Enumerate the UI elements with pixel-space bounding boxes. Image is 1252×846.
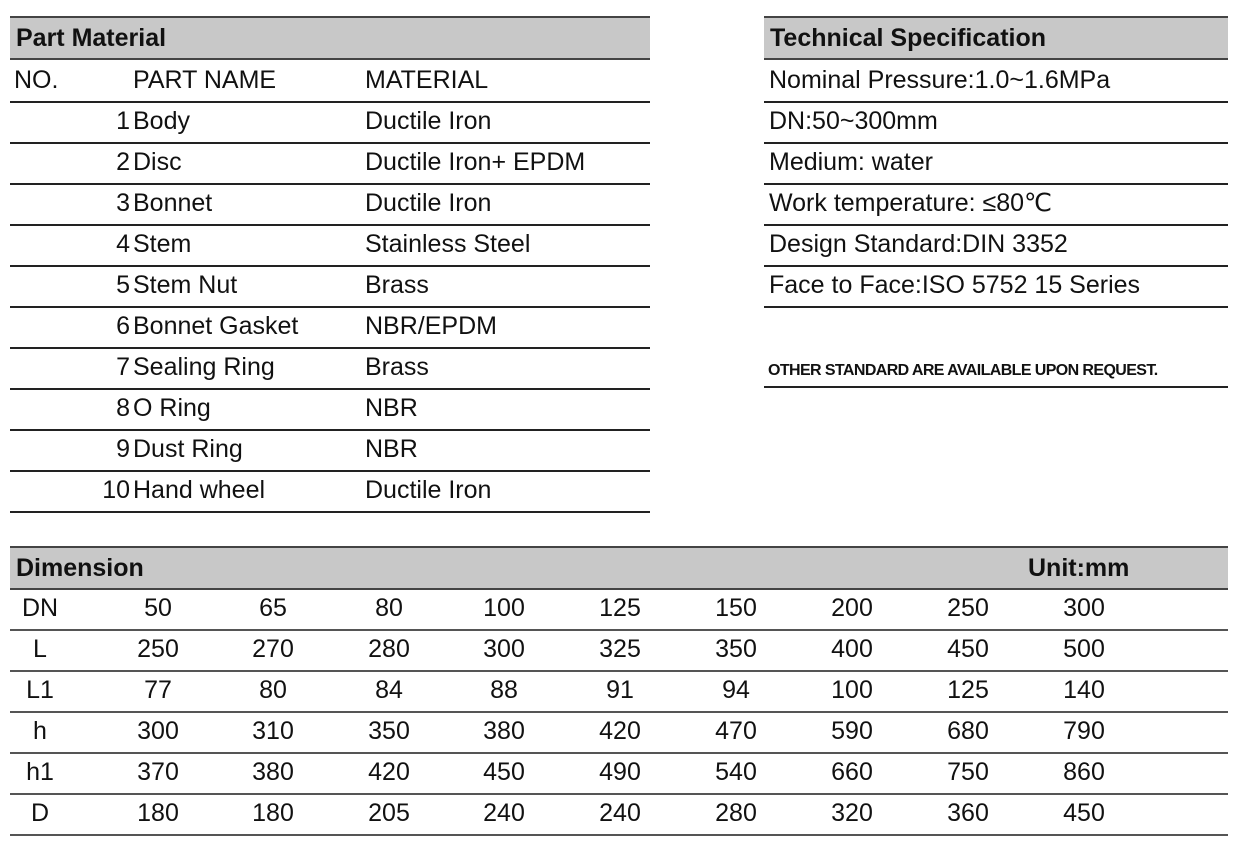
dimension-row [10, 713, 1228, 754]
spec-text: Nominal Pressure:1.0~1.6MPa [769, 66, 1111, 94]
dimension-value: 50 [144, 594, 172, 622]
dimension-value: 280 [368, 635, 410, 663]
part-material: Ductile Iron+ EPDM [365, 148, 586, 176]
dimension-value: 750 [947, 758, 989, 786]
note-divider [764, 346, 1228, 388]
part-row [10, 390, 650, 431]
dimension-value: 370 [137, 758, 179, 786]
dimension-value: 325 [599, 635, 641, 663]
tech-spec-header [764, 16, 1228, 60]
dimension-label: D [30, 799, 50, 827]
dimension-value: 240 [599, 799, 641, 827]
part-material-header [10, 16, 650, 60]
dimension-value: 65 [259, 594, 287, 622]
dimension-value: 150 [715, 594, 757, 622]
dimension-value: 380 [252, 758, 294, 786]
dimension-value: 450 [947, 635, 989, 663]
dimension-value: 450 [1063, 799, 1105, 827]
dimension-row [10, 672, 1228, 713]
dimension-value: 100 [831, 676, 873, 704]
part-material: Stainless Steel [365, 230, 531, 258]
part-number: 6 [116, 312, 130, 340]
part-row [10, 349, 650, 390]
dimension-value: 400 [831, 635, 873, 663]
dimension-value: 320 [831, 799, 873, 827]
tech-spec-title: Technical Specification [770, 24, 1047, 52]
part-material: Ductile Iron [365, 107, 492, 135]
part-material: Ductile Iron [365, 189, 492, 217]
dimension-value: 84 [375, 676, 403, 704]
part-row [10, 103, 650, 144]
dimension-value: 310 [252, 717, 294, 745]
dimension-label: L [33, 635, 47, 663]
dimension-row [10, 795, 1228, 836]
dimension-value: 125 [947, 676, 989, 704]
part-material: NBR [365, 435, 418, 463]
spec-row [764, 144, 1228, 185]
dimension-value: 280 [715, 799, 757, 827]
material-column-header: MATERIAL [365, 66, 489, 94]
dimension-value: 200 [831, 594, 873, 622]
part-number: 2 [116, 148, 130, 176]
part-name: Stem [133, 230, 192, 258]
dimension-label: h [33, 717, 47, 745]
spec-row [764, 103, 1228, 144]
dimension-value: 470 [715, 717, 757, 745]
dimension-row [10, 631, 1228, 672]
part-row [10, 144, 650, 185]
spec-row [764, 62, 1228, 103]
part-name: Body [133, 107, 190, 135]
part-row [10, 267, 650, 308]
part-material-title: Part Material [16, 24, 167, 52]
dimension-value: 91 [606, 676, 634, 704]
part-row [10, 185, 650, 226]
dimension-row [10, 590, 1228, 631]
dimension-label: h1 [26, 758, 54, 786]
dimension-value: 270 [252, 635, 294, 663]
part-row [10, 431, 650, 472]
part-number: 4 [116, 230, 130, 258]
dimension-label: DN [21, 594, 59, 622]
standards-note: OTHER STANDARD ARE AVAILABLE UPON REQUEST. [768, 362, 1158, 379]
part-material: Ductile Iron [365, 476, 492, 504]
dimension-value: 590 [831, 717, 873, 745]
part-name: Sealing Ring [133, 353, 275, 381]
dimension-value: 300 [483, 635, 525, 663]
dimension-value: 490 [599, 758, 641, 786]
dimension-value: 300 [137, 717, 179, 745]
dimension-value: 660 [831, 758, 873, 786]
dimension-value: 80 [259, 676, 287, 704]
dimension-value: 180 [137, 799, 179, 827]
dimension-title: Dimension [16, 554, 144, 582]
dimension-value: 88 [490, 676, 518, 704]
part-number: 3 [116, 189, 130, 217]
dimension-value: 100 [483, 594, 525, 622]
dimension-value: 380 [483, 717, 525, 745]
dimension-value: 125 [599, 594, 641, 622]
part-number: 10 [102, 476, 130, 504]
spec-text: Design Standard:DIN 3352 [769, 230, 1068, 258]
part-number: 7 [116, 353, 130, 381]
part-name: Hand wheel [133, 476, 266, 504]
part-name-column-header: PART NAME [133, 66, 277, 94]
dimension-value: 680 [947, 717, 989, 745]
spec-text: Medium: water [769, 148, 933, 176]
dimension-value: 94 [722, 676, 750, 704]
spec-text: DN:50~300mm [769, 107, 938, 135]
dimension-value: 420 [599, 717, 641, 745]
spec-row [764, 185, 1228, 226]
no-column-header: NO. [14, 66, 59, 94]
part-name: Bonnet [133, 189, 213, 217]
spec-row [764, 226, 1228, 267]
unit-label: Unit:mm [1028, 554, 1130, 582]
part-name: O Ring [133, 394, 211, 422]
part-row [10, 308, 650, 349]
part-row [10, 472, 650, 513]
dimension-value: 540 [715, 758, 757, 786]
dimension-row [10, 754, 1228, 795]
dimension-value: 250 [137, 635, 179, 663]
dimension-value: 77 [144, 676, 172, 704]
part-number: 1 [116, 107, 130, 135]
dimension-value: 180 [252, 799, 294, 827]
part-name: Bonnet Gasket [133, 312, 299, 340]
part-material: NBR/EPDM [365, 312, 497, 340]
dimension-value: 240 [483, 799, 525, 827]
dimension-header [10, 546, 1228, 590]
dimension-value: 420 [368, 758, 410, 786]
part-material: Brass [365, 353, 429, 381]
part-material: Brass [365, 271, 429, 299]
part-number: 8 [116, 394, 130, 422]
dimension-value: 140 [1063, 676, 1105, 704]
dimension-value: 500 [1063, 635, 1105, 663]
dimension-value: 350 [715, 635, 757, 663]
part-name: Disc [133, 148, 182, 176]
part-name: Stem Nut [133, 271, 238, 299]
dimension-value: 860 [1063, 758, 1105, 786]
spec-row [764, 267, 1228, 308]
part-number: 5 [116, 271, 130, 299]
dimension-value: 360 [947, 799, 989, 827]
part-material-header-row [10, 62, 650, 103]
spec-text: Work temperature: ≤80℃ [769, 189, 1053, 217]
dimension-value: 450 [483, 758, 525, 786]
part-material: NBR [365, 394, 418, 422]
dimension-value: 300 [1063, 594, 1105, 622]
spec-text: Face to Face:ISO 5752 15 Series [769, 271, 1141, 299]
dimension-value: 205 [368, 799, 410, 827]
dimension-value: 250 [947, 594, 989, 622]
dimension-value: 80 [375, 594, 403, 622]
dimension-value: 350 [368, 717, 410, 745]
dimension-value: 790 [1063, 717, 1105, 745]
dimension-label: L1 [26, 676, 54, 704]
part-name: Dust Ring [133, 435, 243, 463]
part-number: 9 [116, 435, 130, 463]
part-row [10, 226, 650, 267]
